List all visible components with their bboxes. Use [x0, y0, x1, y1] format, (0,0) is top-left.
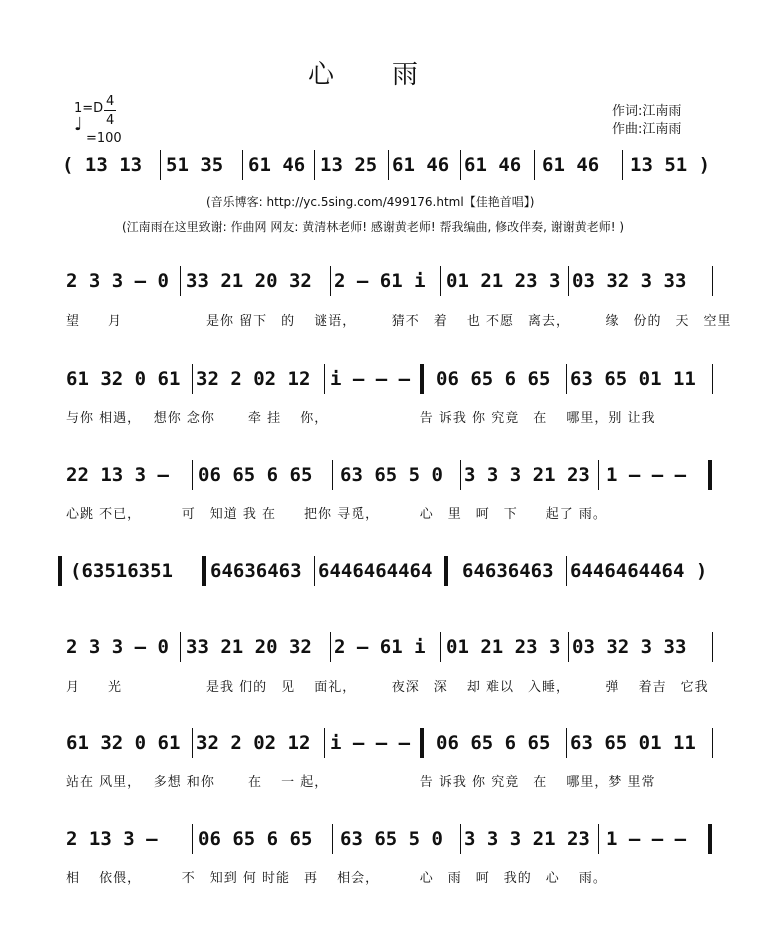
- key-signature: 1=D: [74, 101, 104, 116]
- measure: 2 – 61 i: [334, 270, 426, 292]
- measure: 61 32 0 61: [66, 732, 181, 754]
- lyric-line: 站在 风里， 多想 和你 在 一 起， 告 诉我 你 究竟 在 哪里，梦 里常: [66, 775, 656, 790]
- measure: 6446464464: [318, 560, 433, 582]
- measure: 33 21 20 32: [186, 636, 312, 658]
- measure: 3 3 3 21 23: [464, 828, 590, 850]
- measure: 06 65 6 65: [198, 464, 313, 486]
- song-title: 心 雨: [308, 60, 421, 90]
- measure: 63 65 01 11: [570, 732, 696, 754]
- measure: 2 – 61 i: [334, 636, 426, 658]
- measure: ( 13 13: [62, 154, 143, 176]
- measure: (63516351: [70, 560, 173, 582]
- tempo-marking: =100: [86, 131, 122, 146]
- measure: i – – –: [330, 368, 411, 390]
- measure: 63 65 5 0: [340, 828, 443, 850]
- time-signature-top: 4: [106, 94, 115, 109]
- music-line: [62, 264, 714, 298]
- measure: 06 65 6 65: [436, 368, 551, 390]
- measure: i – – –: [330, 732, 411, 754]
- lyric-line: 与你 相遇， 想你 念你 牵 挂 你， 告 诉我 你 究竟 在 哪里，别 让我: [66, 411, 656, 426]
- measure: 13 25: [320, 154, 378, 176]
- measure: 03 32 3 33: [572, 636, 687, 658]
- measure: 1 – – –: [606, 464, 687, 486]
- measure: 61 32 0 61: [66, 368, 181, 390]
- measure: 61 46: [392, 154, 450, 176]
- measure: 2 3 3 – 0: [66, 636, 169, 658]
- measure: 61 46: [248, 154, 306, 176]
- lyric-line: 望 月 是你 留下 的 谜语， 猜不 着 也 不愿 离去， 缘 份的 天 空里: [66, 314, 732, 329]
- composer: 作曲:江南雨: [612, 122, 682, 137]
- music-line: [62, 822, 714, 856]
- measure: 03 32 3 33: [572, 270, 687, 292]
- music-line: [62, 726, 714, 760]
- measure: 22 13 3 –: [66, 464, 169, 486]
- thanks-note: (江南雨在这里致谢: 作曲网 网友: 黄清林老师! 感谢黄老师! 帮我编曲, 修改伴奏, 谢谢黄老师! ): [122, 220, 625, 234]
- measure: 13 51 ): [630, 154, 711, 176]
- measure: 2 13 3 –: [66, 828, 158, 850]
- measure: 06 65 6 65: [198, 828, 313, 850]
- measure: 01 21 23 3: [446, 270, 561, 292]
- measure: 32 2 02 12: [196, 368, 311, 390]
- music-line: [62, 362, 714, 396]
- measure: 63 65 01 11: [570, 368, 696, 390]
- measure: 01 21 23 3: [446, 636, 561, 658]
- measure: 06 65 6 65: [436, 732, 551, 754]
- lyric-line: 心跳 不已， 可 知道 我 在 把你 寻觅， 心 里 呵 下 起了 雨。: [66, 507, 607, 522]
- music-line-intro: [62, 148, 714, 182]
- measure: 32 2 02 12: [196, 732, 311, 754]
- lyric-line: 月 光 是我 们的 见 面礼， 夜深 深 却 难以 入睡， 弹 着吉 它我: [66, 680, 709, 695]
- lyric-line: 相 依偎， 不 知到 何 时能 再 相会， 心 雨 呵 我的 心 雨。: [66, 871, 607, 886]
- time-signature-bottom: 4: [106, 113, 115, 128]
- measure: 2 3 3 – 0: [66, 270, 169, 292]
- measure: 63 65 5 0: [340, 464, 443, 486]
- measure: 64636463: [210, 560, 302, 582]
- measure: 51 35: [166, 154, 224, 176]
- measure: 64636463: [462, 560, 554, 582]
- music-line: [62, 458, 714, 492]
- measure: 61 46: [464, 154, 522, 176]
- measure: 6446464464 ): [570, 560, 708, 582]
- measure: 61 46: [542, 154, 600, 176]
- music-line: [62, 630, 714, 664]
- music-line-interlude: [62, 554, 714, 588]
- lyricist: 作词:江南雨: [612, 104, 682, 119]
- measure: 33 21 20 32: [186, 270, 312, 292]
- blog-note: (音乐博客: http://yc.5sing.com/499176.html【佳艳首唱】): [206, 195, 535, 209]
- quarter-note-icon: ♩: [74, 114, 83, 135]
- measure: 3 3 3 21 23: [464, 464, 590, 486]
- measure: 1 – – –: [606, 828, 687, 850]
